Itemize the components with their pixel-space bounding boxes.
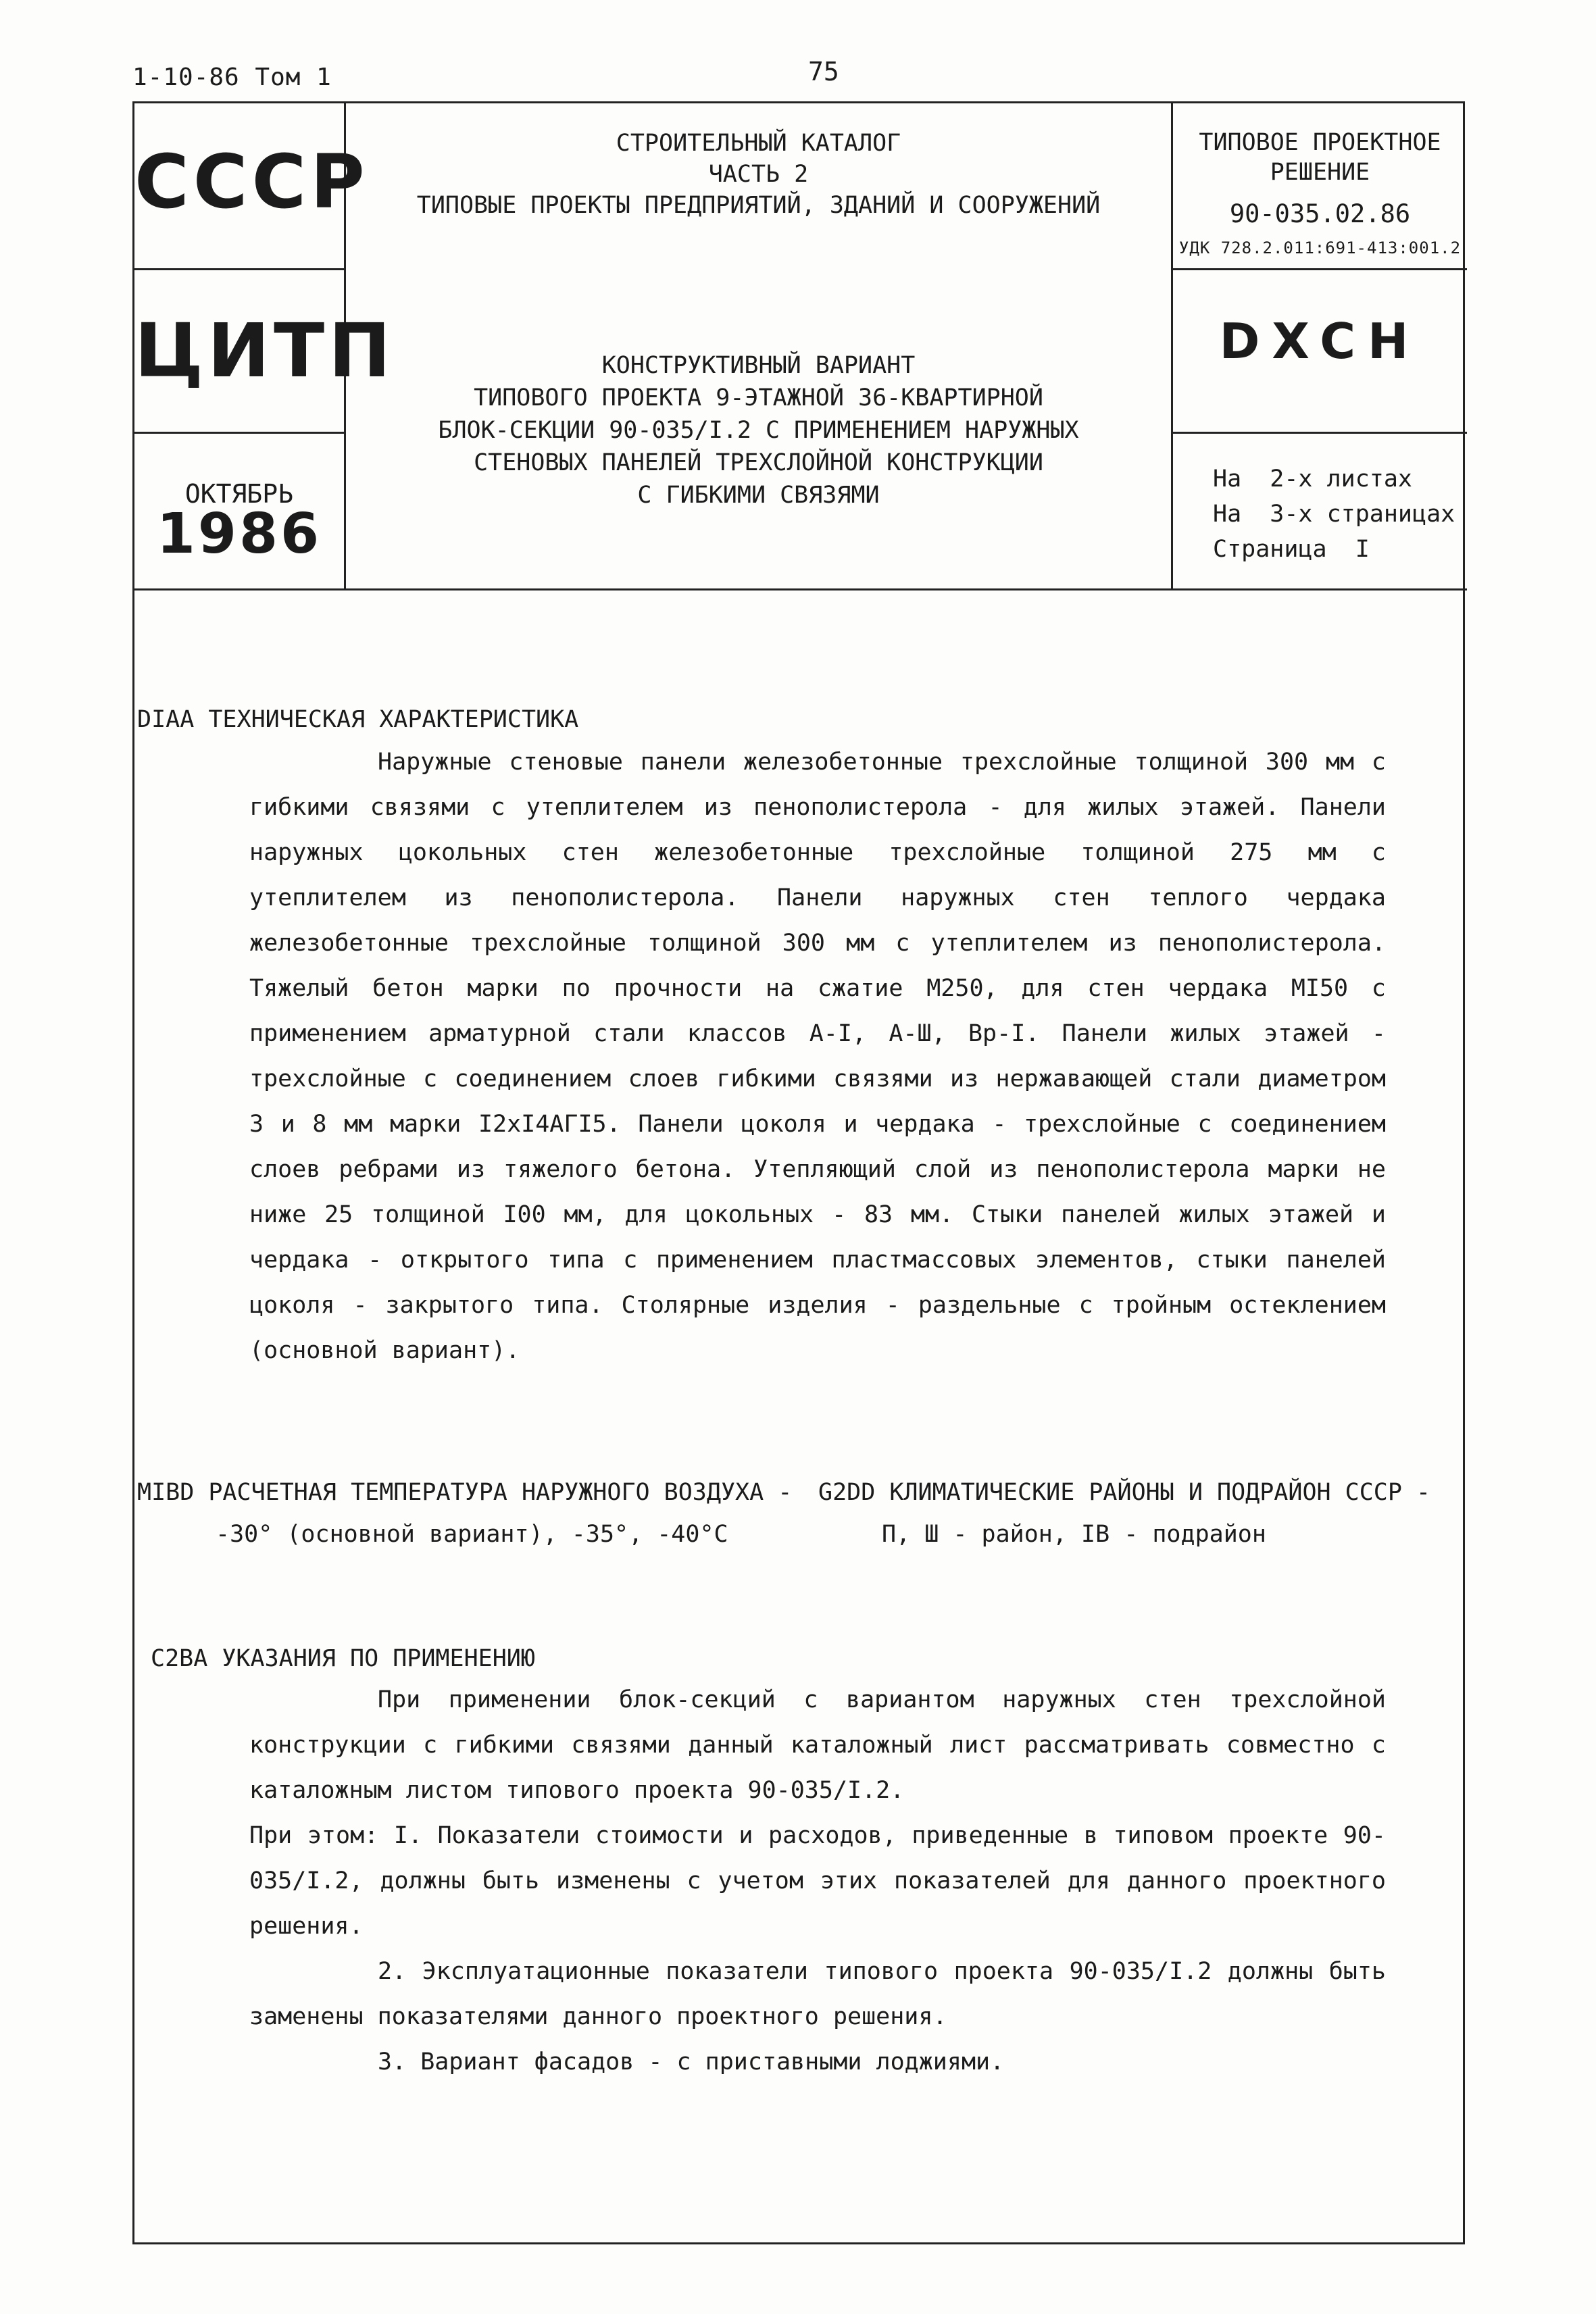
- usage-paragraph: 3. Вариант фасадов - с приставными лоджиями.: [378, 2048, 1005, 2076]
- title-line: БЛОК-СЕКЦИИ 90-035/I.2 С ПРИМЕНЕНИЕМ НАРУЖНЫХ: [438, 417, 1079, 444]
- page-number: 75: [808, 57, 839, 86]
- header-divider: [134, 432, 346, 434]
- catalog-heading: [346, 128, 1171, 221]
- catalog-line: ТИПОВЫЕ ПРОЕКТЫ ПРЕДПРИЯТИЙ, ЗДАНИЙ И СООРУЖЕНИЙ: [416, 192, 1101, 219]
- catalog-line: ЧАСТЬ 2: [708, 161, 809, 188]
- tech-section-title: DIAA ТЕХНИЧЕСКАЯ ХАРАКТЕРИСТИКА: [137, 706, 579, 733]
- tech-section-body: [249, 740, 1386, 1374]
- document-reference: 1-10-86 Том 1: [132, 64, 332, 91]
- document-title: [346, 349, 1171, 511]
- climate-title: G2DD КЛИМАТИЧЕСКИЕ РАЙОНЫ И ПОДРАЙОН СССР -: [818, 1479, 1431, 1506]
- org-ussr: СССР: [134, 139, 369, 225]
- usage-section-title: C2BA УКАЗАНИЯ ПО ПРИМЕНЕНИЮ: [151, 1645, 535, 1672]
- decision-line: ТИПОВОЕ ПРОЕКТНОЕ: [1199, 129, 1441, 156]
- header-divider: [1171, 432, 1467, 434]
- current-page: Страница I: [1213, 536, 1370, 563]
- org-citp: ЦИТП: [134, 307, 395, 394]
- header-divider: [134, 268, 346, 270]
- sheets-count: На 2-х листах: [1213, 466, 1413, 493]
- title-line: ТИПОВОГО ПРОЕКТА 9-ЭТАЖНОЙ 36-КВАРТИРНОЙ: [474, 384, 1043, 411]
- decision-number: 90-035.02.86: [1229, 199, 1411, 228]
- temperature-title: MIBD РАСЧЕТНАЯ ТЕМПЕРАТУРА НАРУЖНОГО ВОЗДУХА -: [137, 1479, 793, 1506]
- title-line: СТЕНОВЫХ ПАНЕЛЕЙ ТРЕХСЛОЙНОЙ КОНСТРУКЦИИ: [474, 449, 1043, 476]
- title-line: С ГИБКИМИ СВЯЗЯМИ: [637, 482, 880, 509]
- usage-paragraph: При применении блок-секций с вариантом наружных стен трехслойной конструкции с гибкими связями данный каталожный лист рассматривать совместно с каталожным листом типового проекта 90-035/I.2.: [249, 1686, 1386, 1804]
- catalog-line: СТРОИТЕЛЬНЫЙ КАТАЛОГ: [616, 130, 901, 157]
- release-month: ОКТЯБРЬ: [184, 479, 294, 509]
- header-divider: [1171, 268, 1467, 270]
- usage-paragraph: При этом: I. Показатели стоимости и расходов, приведенные в типовом проекте 90-035/I.2, должны быть изменены с учетом этих показателей для данного проектного решения.: [249, 1822, 1386, 1940]
- usage-paragraph: 2. Эксплуатационные показатели типового проекта 90-035/I.2 должны быть заменены показателями данного проектного решения.: [249, 1958, 1386, 2030]
- usage-section-body: [249, 1678, 1386, 2085]
- udk-code: УДК 728.2.011:691-413:001.2: [1178, 238, 1462, 257]
- release-year: 1986: [156, 502, 322, 566]
- sheet-info: [1213, 461, 1455, 567]
- title-line: КОНСТРУКТИВНЫЙ ВАРИАНТ: [601, 352, 916, 379]
- classification-code: DXCH: [1219, 313, 1421, 370]
- temperature-value: -30° (основной вариант), -35°, -40°С: [216, 1521, 728, 1548]
- decision-heading: [1173, 128, 1467, 229]
- pages-count: На 3-х страницах: [1213, 501, 1455, 528]
- climate-value: П, Ш - район, IВ - подрайон: [882, 1521, 1266, 1548]
- tech-paragraph: Наружные стеновые панели железобетонные трехслойные толщиной 300 мм с гибкими связями с утеплителем из пенополистерола - для жилых этажей. Панели наружных цокольных стен железобетонные трехслойные толщиной 275 мм с утеплителем из пенополистерола. Панели наружных стен теплого чердака железобетонные трехслойные толщиной 300 мм с утеплителем из пенополистерола. Тяжелый бетон марки по прочности на сжатие М250, для стен чердака МI50 с применением арматурной стали классов A-I, A-Ш, Вр-I. Панели жилых этажей - трехслойные с соединением слоев гибкими связями из нержавающей стали диаметром 3 и 8 мм марки I2xI4AГI5. Панели цоколя и чердака - трехслойные с соединением слоев ребрами из тяжелого бетона. Утепляющий слой из пенополистерола марки не ниже 25 толщиной I00 мм, для цокольных - 83 мм. Стыки панелей жилых этажей и чердака - открытого типа с применением пластмассовых элементов, стыки панелей цоколя - закрытого типа. Столярные изделия - раздельные с тройным остеклением (основной вариант).: [249, 749, 1386, 1364]
- decision-line: РЕШЕНИЕ: [1270, 159, 1370, 186]
- document-sheet: [132, 101, 1465, 2244]
- header-bottom-border: [134, 588, 1467, 590]
